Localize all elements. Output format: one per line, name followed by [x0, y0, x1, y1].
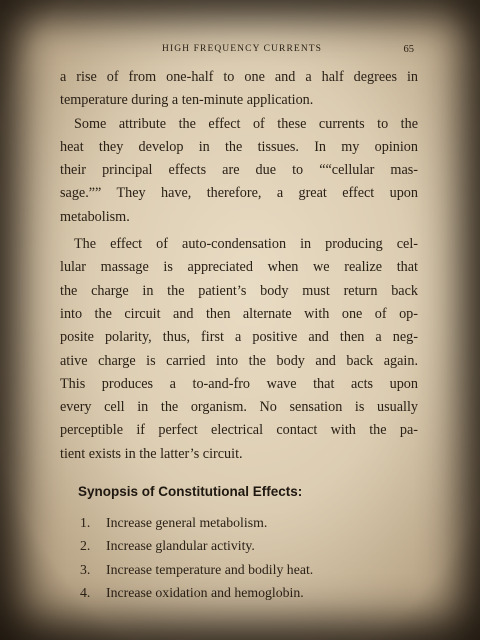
text-line: metabolism.: [60, 208, 130, 225]
text-line: heat they develop in the tissues. In my opinion: [60, 138, 418, 155]
text-line: This produces a to-and-fro wave that acts upon: [60, 375, 418, 392]
text-line: every cell in the organism. No sensation is usually: [60, 399, 418, 416]
list-item: [80, 558, 313, 581]
list-item: [80, 534, 313, 557]
text-line: temperature during a ten-minute application.: [60, 92, 314, 109]
list-item-number: 4.: [80, 585, 91, 601]
list-item-number: 1.: [80, 515, 91, 530]
page-number: 65: [403, 44, 414, 55]
text-line: posite polarity, thus, first a positive and then a neg-: [60, 329, 418, 346]
text-line: into the circuit and then alternate with one of op-: [60, 305, 418, 322]
text-line: a rise of from one-half to one and a half degrees in: [60, 69, 418, 85]
list-item: [80, 511, 313, 534]
text-line: Some attribute the effect of these currents to the: [74, 115, 418, 132]
text-line: sage.”” They have, therefore, a great effect upon: [60, 185, 418, 202]
text-line: The effect of auto-condensation in producing cel-: [74, 236, 418, 253]
text-line: tient exists in the latter’s circuit.: [60, 445, 243, 462]
list-item-text: Increase oxidation and hemoglobin.: [106, 585, 304, 601]
text-line: perceptible if perfect electrical contact with the pa-: [60, 422, 418, 439]
list-item-number: 2.: [80, 538, 91, 554]
list-item-text: Increase general metabolism.: [106, 515, 268, 530]
list-item: [80, 581, 313, 604]
list-item-text: Increase temperature and bodily heat.: [106, 561, 314, 577]
text-line: ative charge is carried into the body and back again.: [60, 352, 418, 369]
list-item-text: Increase glandular activity.: [106, 538, 255, 554]
synopsis-list: [80, 511, 313, 605]
list-item-number: 3.: [80, 561, 91, 577]
text-line: the charge in the patient’s body must return back: [60, 282, 418, 299]
text-line: their principal effects are due to ““cellular mas-: [60, 162, 418, 179]
text-line: lular massage is appreciated when we realize that: [60, 259, 418, 276]
body-text: [60, 66, 418, 466]
page-header: [62, 44, 414, 58]
running-head: HIGH FREQUENCY CURRENTS: [162, 44, 323, 54]
synopsis-heading: Synopsis of Constitutional Effects:: [78, 484, 303, 499]
